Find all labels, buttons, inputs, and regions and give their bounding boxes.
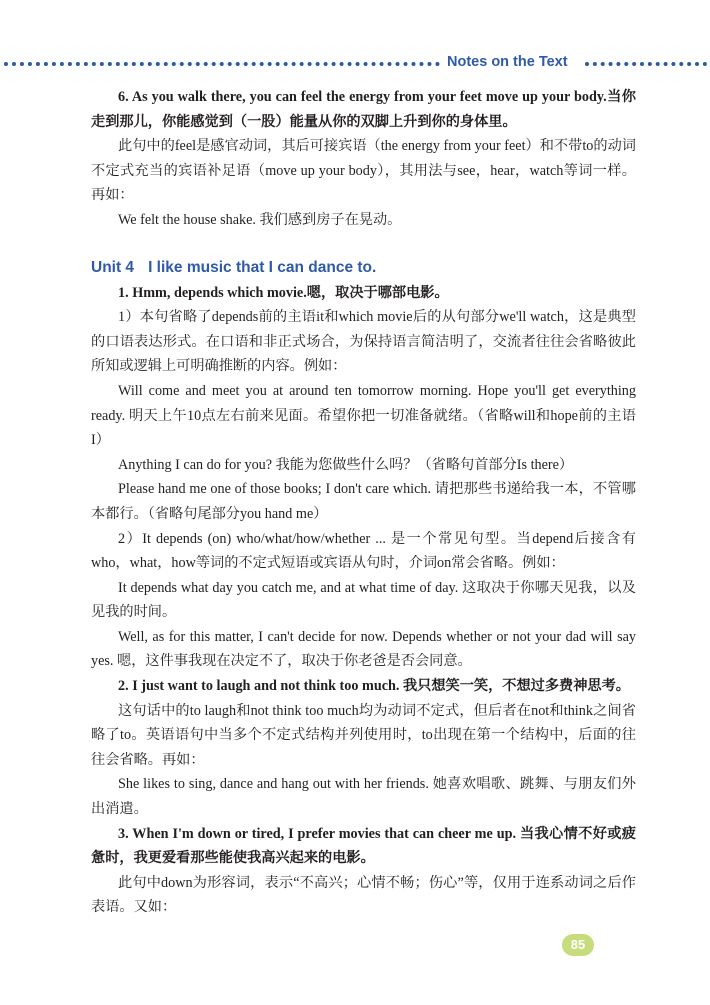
unit-title: I like music that I can dance to. — [148, 258, 377, 276]
note-heading-en: 6. As you walk there, you can feel the energy from your feet move up your body. — [118, 89, 607, 105]
note-example: Anything I can do for you? 我能为您做些什么吗？（省略句首部分Is there） — [118, 456, 574, 473]
note-example: Will come and meet you at around ten tomorrow morning. Hope you'll get everything ready. 明天上午10点左右前来见面。希望你把一切准备就绪。（省略will和hope前的主语I） — [91, 382, 636, 449]
page-number-badge: 85 — [562, 934, 594, 956]
section-header — [0, 52, 710, 74]
page-content — [91, 85, 636, 920]
note-point: 2）It depends (on) who/what/how/whether ... 是一个常见句型。当depend后接含有who，what，how等词的不定式短语或宾语从句时，介词on常会省略。例如： — [91, 530, 636, 572]
note-explanation: 这句话中的to laugh和not think too much均为动词不定式，但后者在not和think之间省略了to。英语语句中当多个不定式结构并列使用时，to出现在第一个结构中，后面的往往会省略。再如： — [91, 702, 636, 768]
header-dotted-rule-right — [585, 62, 707, 66]
header-dotted-rule-left — [4, 62, 440, 66]
unit-heading — [91, 255, 636, 281]
note-example: We felt the house shake. 我们感到房子在晃动。 — [118, 211, 402, 228]
note-example: Please hand me one of those books; I don't care which. 请把那些书递给我一本，不管哪本都行。（省略句尾部分you hand me） — [91, 481, 636, 522]
note-explanation: 此句中down为形容词，表示“不高兴；心情不畅；伤心”等，仅用于连系动词之后作表语。又如： — [91, 874, 636, 916]
note-example: She likes to sing, dance and hang out with her friends. 她喜欢唱歌、跳舞、与朋友们外出消遣。 — [91, 776, 636, 818]
note-heading-zh: 当你走到那儿，你能感觉到（一股）能量从你的双脚上升到你的身体里。 — [91, 89, 636, 130]
note-explanation: 此句中的feel是感官动词，其后可接宾语（the energy from your feet）和不带to的动词不定式充当的宾语补足语（move up your body），其用法与see，hear，watch等词一样。再如： — [91, 138, 636, 204]
note-point: 1）本句省略了depends前的主语it和which movie后的从句部分we'll watch，这是典型的口语表达形式。在口语和非正式场合，为保持语言简洁明了，交流者往往会省略彼此所知或逻辑上可明确推断的内容。例如： — [91, 309, 636, 375]
section-title: Notes on the Text — [447, 54, 568, 70]
note-example: Well, as for this matter, I can't decide for now. Depends whether or not your dad will say yes. 嗯，这件事我现在决定不了，取决于你老爸是否会同意。 — [91, 628, 636, 670]
note-heading: 2. I just want to laugh and not think too much. 我只想笑一笑，不想过多费神思考。 — [118, 678, 630, 695]
note-example: It depends what day you catch me, and at what time of day. 这取决于你哪天见我，以及见我的时间。 — [91, 579, 636, 621]
unit-label: Unit 4 — [91, 258, 135, 276]
note-heading: 3. When I'm down or tired, I prefer movies that can cheer me up. 当我心情不好或疲惫时，我更爱看那些能使我高兴起来的电影。 — [91, 825, 636, 867]
note-heading — [91, 85, 636, 134]
note-heading: 1. Hmm, depends which movie.嗯，取决于哪部电影。 — [118, 284, 449, 301]
